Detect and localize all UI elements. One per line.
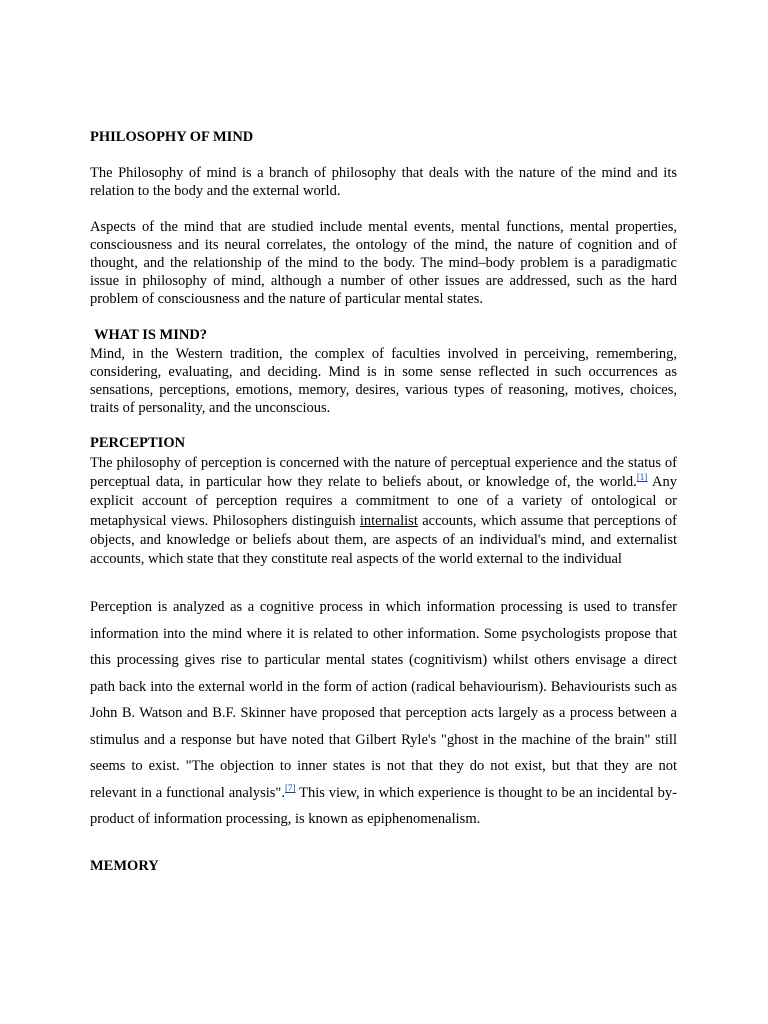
citation-link-1[interactable]: [1] [636,472,648,483]
document-body [90,128,677,876]
cognitive-process-paragraph [90,594,677,833]
perception-text-part3: accounts, which assume that perceptions of objects, and knowledge or beliefs about them, are aspects of an individual's mind, and externalist accounts, which state that they constitute real aspects of the world external to the individual [90,512,677,568]
mind-paragraph: Mind, in the Western tradition, the complex of faculties involved in perceiving, remembering, considering, evaluating, and deciding. Mind is in some sense reflected in such occurrences as sensations, perceptions, emotions, memory, desires, various types of reasoning, motives, choices, traits of personality, and the unconscious. [90,346,677,416]
section-heading-philosophy-of-mind: PHILOSOPHY OF MIND [90,129,254,145]
perception-paragraph [90,454,677,569]
perception-text-part1: The philosophy of perception is concerned with the nature of perceptual experience and the status of perceptual data, in particular how they relate to beliefs about, or knowledge of, the world. [90,455,677,491]
aspects-paragraph: Aspects of the mind that are studied include mental events, mental functions, mental properties, consciousness and its neural correlates, the ontology of the mind, the nature of cognition and of thought, and the relationship of the mind to the body. The mind–body problem is a paradigmatic issue in philosophy of mind, although a number of other issues are addressed, such as the hard problem of consciousness and the nature of particular mental states. [90,219,677,307]
internalist-term: internalist [359,512,418,529]
citation-link-7[interactable]: [7] [284,782,296,793]
section-heading-memory: MEMORY [90,857,159,874]
cognitive-text-part2: This view, in which experience is thought to be an incidental by-product of information processing, is known as epiphenomenalism. [90,784,678,828]
perception-text-part2: Any explicit account of perception requires a commitment to one of a variety of ontological or metaphysical views. Philosophers distinguish [90,474,678,529]
citation-ref-1 [637,472,648,482]
cognitive-text-part1: Perception is analyzed as a cognitive process in which information processing is used to transfer information into the mind where it is related to other information. Some psychologists propose that this processing gives rise to particular mental states (cognitivism) whilst others envisage a direct path back into the external world in the form of action (radical behaviourism). Behaviourists such as John B. Watson and B.F. Skinner have proposed that perception acts largely as a process between a stimulus and a response but have noted that Gilbert Ryle's "ghost in the machine of the brain" still seems to exist. "The objection to inner states is not that they do not exist, but that they are not relevant in a functional analysis". [90,599,677,801]
intro-paragraph: The Philosophy of mind is a branch of philosophy that deals with the nature of the mind and its relation to the body and the external world. [90,165,677,199]
citation-ref-7 [285,783,296,793]
section-heading-what-is-mind: WHAT IS MIND? [94,327,208,343]
section-heading-perception: PERCEPTION [90,435,186,451]
